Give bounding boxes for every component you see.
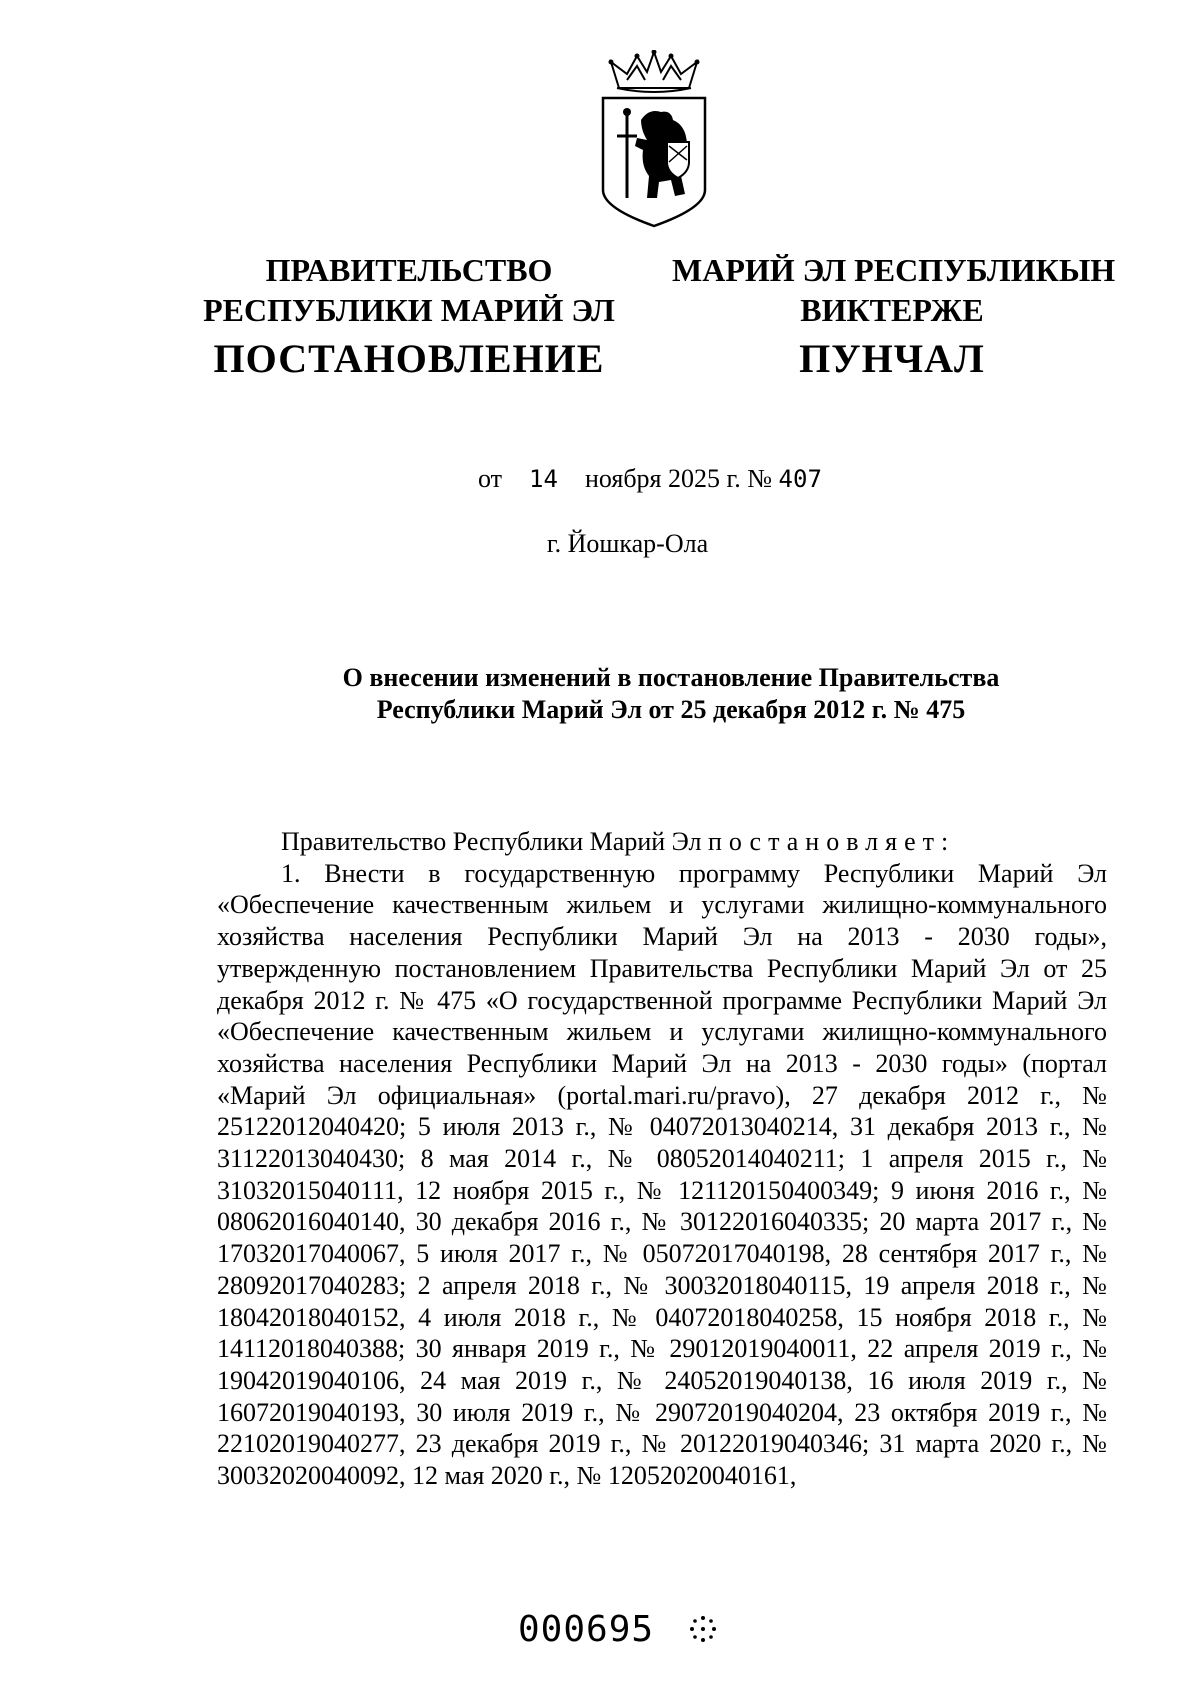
header-right-line1: МАРИЙ ЭЛ РЕСПУБЛИКЫН [672, 252, 1116, 288]
date-prefix: от [478, 464, 503, 493]
header-left-line2: РЕСПУБЛИКИ МАРИЙ ЭЛ [203, 292, 615, 328]
doc-type-right: ПУНЧАЛ [799, 336, 985, 381]
date-line [478, 463, 822, 495]
decree-verb: постановляет: [707, 827, 956, 856]
header-left [200, 250, 618, 330]
ornament-star-icon [688, 1614, 718, 1644]
date-month-year: ноября 2025 г. № [584, 464, 773, 493]
document-title [200, 662, 1112, 726]
document-body [217, 826, 1107, 1492]
paragraph-1: 1. Внести в государственную программу Республики Марий Эл «Обеспечение качественным жильем и услугами жилищно-коммунального хозяйства населения Республики Марий Эл на 2013 - 2030 годы», утвержденную постановлением Правительства Республики Марий Эл от 25 декабря 2012 г. № 475 «О государственной программе Республики Марий Эл «Обеспечение качественным жильем и услугами жилищно-коммунального хозяйства населения Республики Марий Эл на 2013 - 2030 годы» (портал «Марий Эл официальная» (portal.mari.ru/pravo), 27 декабря 2012 г., № 25122012040420; 5 июля 2013 г., № 04072013040214, 31 декабря 2013 г., № 31122013040430; 8 мая 2014 г., № 08052014040211; 1 апреля 2015 г., № 31032015040111, 12 ноября 2015 г., № 121120150400349; 9 июня 2016 г., № 08062016040140, 30 декабря 2016 г., № 30122016040335; 20 марта 2017 г., № 17032017040067, 5 июля 2017 г., № 05072017040198, 28 сентября 2017 г., № 28092017040283; 2 апреля 2018 г., № 30032018040115, 19 апреля 2018 г., № 18042018040152, 4 июля 2018 г., № 04072018040258, 15 ноября 2018 г., № 14112018040388; 30 января 2019 г., № 29012019040011, 22 апреля 2019 г., № 19042019040106, 24 мая 2019 г., № 24052019040138, 16 июля 2019 г., № 16072019040193, 30 июля 2019 г., № 29072019040204, 23 октября 2019 г., № 22102019040277, 23 декабря 2019 г., № 20122019040346; 31 марта 2020 г., № 30032020040092, 12 мая 2020 г., № 12052020040161, [217, 858, 1107, 1491]
header-right [672, 250, 1116, 330]
title-line2: Республики Марий Эл от 25 декабря 2012 г. № 475 [376, 695, 966, 724]
serial-number: 000695 [518, 1609, 655, 1650]
decree-line [217, 826, 1107, 858]
title-line1: О внесении изменений в постановление Правительства [342, 663, 1000, 692]
header-right-line2: ВИКТЕРЖЕ [800, 292, 984, 328]
coat-of-arms-icon [597, 50, 711, 228]
header-left-line1: ПРАВИТЕЛЬСТВО [265, 252, 553, 288]
decree-intro: Правительство Республики Марий Эл [281, 827, 702, 856]
document-number: 407 [778, 465, 822, 493]
city: г. Йошкар-Ола [546, 529, 709, 558]
date-day: 14 [529, 465, 558, 493]
doc-type-left: ПОСТАНОВЛЕНИЕ [213, 336, 605, 381]
